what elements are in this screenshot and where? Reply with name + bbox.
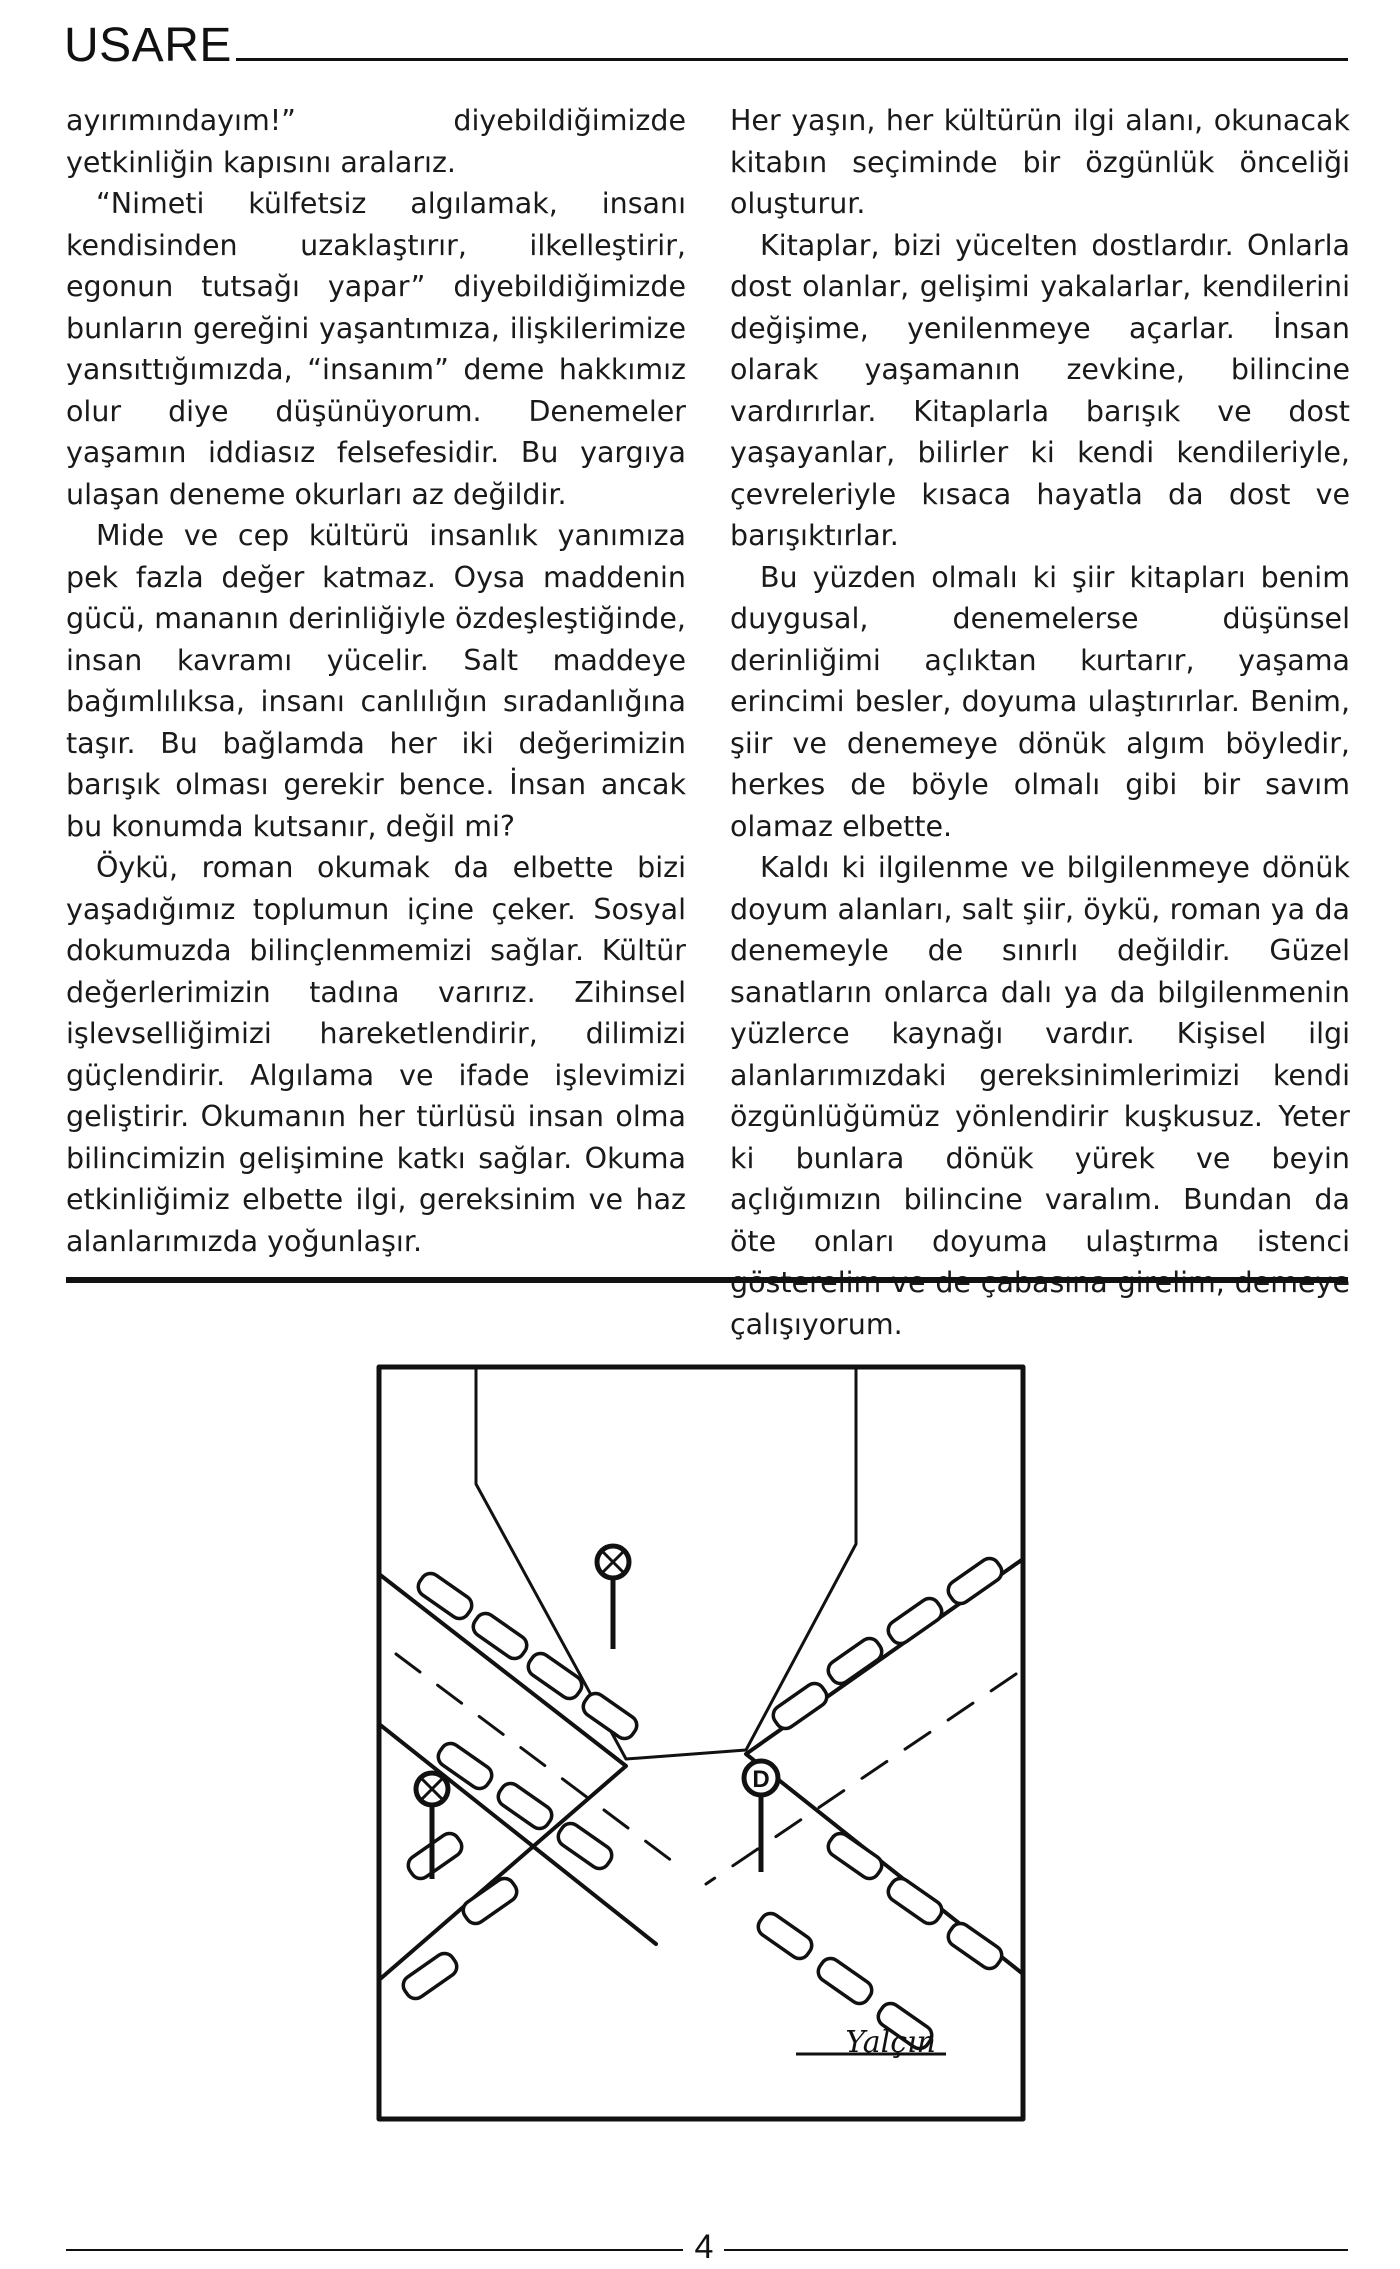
paragraph: “Nimeti külfetsiz algılamak, insanı kendisinden uzaklaştırır, ilkelleştirir, egonun tutsağı yapar” diyebildiğimizde bunların gereğini yaşantımıza, ilişkilerimize yansıttığımızda, “insanım” deme hakkımız olur diye düşünüyorum. Denemeler yaşamın iddiasız felsefesidir. Bu yargıya ulaşan deneme okurları az değildir. <box>66 187 686 511</box>
paragraph: Kitaplar, bizi yücelten dostlardır. Onlarla dost olanlar, gelişimi yakalarlar, kendilerini değişime, yenilenmeye açarlar. İnsan olarak yaşamanın zevkine, bilincine vardırırlar. Kitaplarla barışık ve dost yaşayanlar, bilirler ki kendi kendileriyle, çevreleriyle kısaca hayatla da dost ve barışıktırlar. <box>730 228 1350 552</box>
no-entry-sign-icon <box>597 1546 629 1649</box>
footer-rule-left <box>66 2249 683 2251</box>
page-header-title: USARE <box>64 19 232 72</box>
paragraph: Mide ve cep kültürü insanlık yanımıza pek fazla değer katmaz. Oysa maddenin gücü, mananın derinliğiyle özdeşleştiğinde, insan kavramı yücelir. Salt maddeye bağımlılıksa, insanı canlılığın sıradanlığına taşır. Bu bağlamda her iki değerimizin barışık olması gerekir bence. İnsan ancak bu konumda kutsanır, değil mi? <box>66 519 686 843</box>
header-rule <box>236 58 1348 61</box>
left-text-column <box>66 100 686 1262</box>
artist-signature: Yalçın <box>845 2025 936 2060</box>
paragraph: ayırımındayım!” diyebildiğimizde yetkinliğin kapısını aralarız. <box>66 104 686 179</box>
page-number: 4 <box>694 2228 714 2266</box>
crossroads-drawing <box>376 1364 1026 2122</box>
right-text-column <box>730 100 1350 1345</box>
footer-rule-right <box>724 2249 1348 2251</box>
section-divider <box>66 1277 1348 1283</box>
paragraph: Öykü, roman okumak da elbette bizi yaşadığımız toplumun içine çeker. Sosyal dokumuzda bilinçlenmemizi sağlar. Kültür değerlerimizin tadına varırız. Zihinsel işlevselliğimizi hareketlendirir, dilimizi güçlendirir. Algılama ve ifade işlevimizi geliştirir. Okumanın her türlüsü insan olma bilincimizin gelişimine katkı sağlar. Okuma etkinliğimiz elbette ilgi, gereksinim ve haz alanlarımızda yoğunlaşır. <box>66 851 686 1258</box>
paragraph: Her yaşın, her kültürün ilgi alanı, okunacak kitabın seçiminde bir özgünlük önceliği oluşturur. <box>730 104 1350 220</box>
paragraph: Bu yüzden olmalı ki şiir kitapları benim duygusal, denemelerse düşünsel derinliğimi açlıktan kurtarır, yaşama erincimi besler, doyuma ulaştırırlar. Benim, şiir ve denemeye dönük algım böyledir, herkes de böyle olmalı gibi bir savım olamaz elbette. <box>730 560 1350 843</box>
parking-sign-letter: D <box>752 1766 770 1793</box>
paragraph: Kaldı ki ilgilenme ve bilgilenmeye dönük doyum alanları, salt şiir, öykü, roman ya da denemeyle de sınırlı değildir. Güzel sanatların onlarca dalı ya da bilgilenmenin yüzlerce kaynağı vardır. Kişisel ilgi alanlarımızdaki gereksinimlerimizi kendi özgünlüğümüz yönlendirir kuşkusuz. Yeter ki bunlara dönük yürek ve beyin açlığımızın bilincine varalım. Bundan da öte onları doyuma ulaştırma istenci gösterelim ve de çabasına girelim, demeye çalışıyorum. <box>730 851 1350 1341</box>
